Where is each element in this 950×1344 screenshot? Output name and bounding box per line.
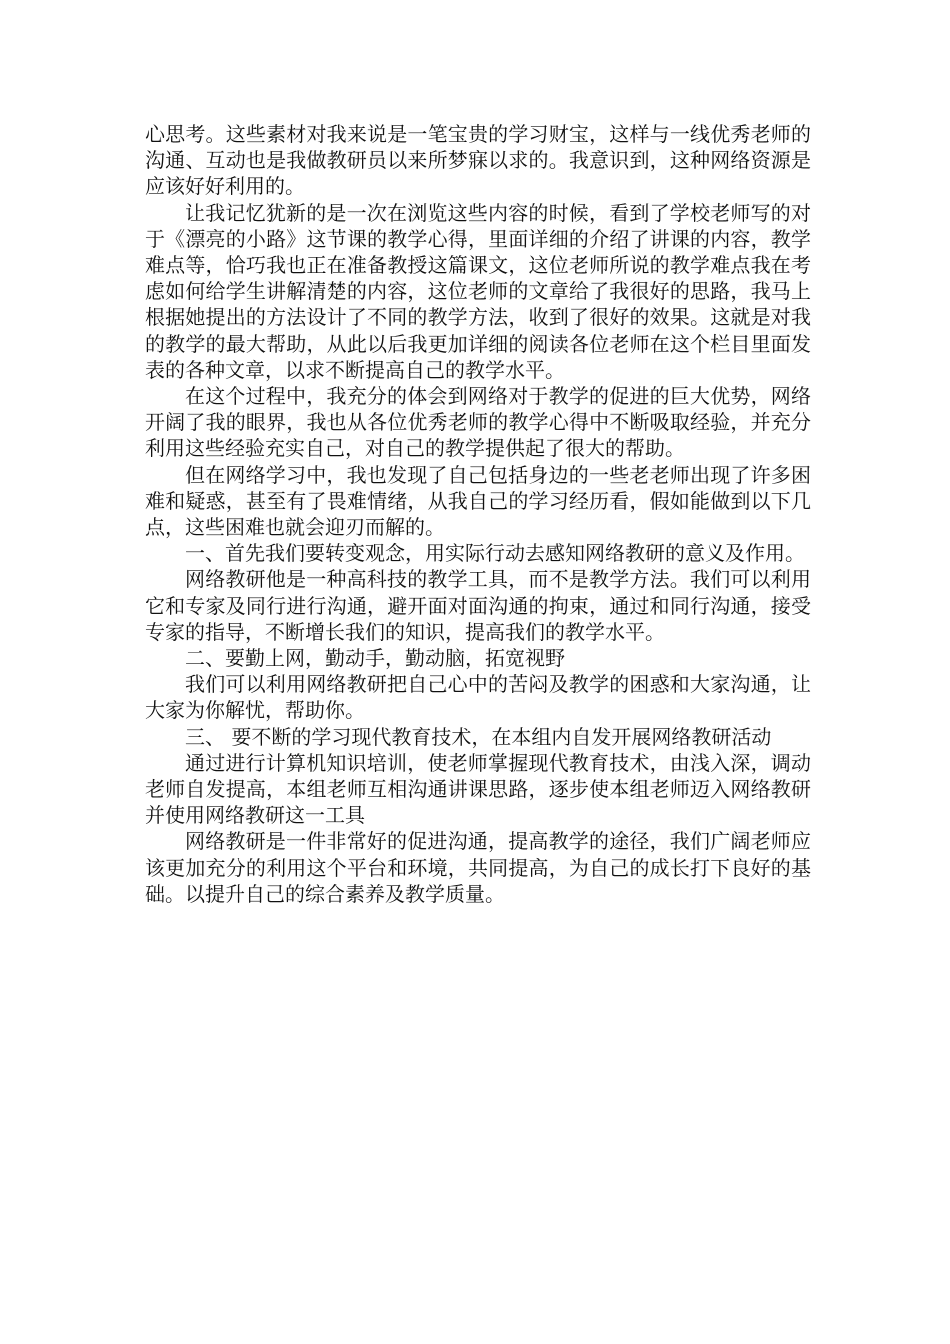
paragraph-3: 在这个过程中，我充分的体会到网络对于教学的促进的巨大优势，网络开阔了我的眼界，我也从各位优秀老师的教学心得中不断吸取经验，并充分利用这些经验充实自己，对自己的教学提供起了很大的帮助。 — [145, 384, 811, 461]
paragraph-4: 但在网络学习中，我也发现了自己包括身边的一些老老师出现了许多困难和疑惑，甚至有了畏难情绪，从我自己的学习经历看，假如能做到以下几点，这些困难也就会迎刃而解的。 — [145, 462, 811, 540]
paragraph-6: 我们可以利用网络教研把自己心中的苦闷及教学的困惑和大家沟通，让大家为你解忧，帮助你。 — [145, 672, 811, 723]
paragraph-8: 网络教研是一件非常好的促进沟通，提高教学的途径，我们广阔老师应该更加充分的利用这个平台和环境，共同提高，为自己的成长打下良好的基础。以提升自己的综合素养及教学质量。 — [145, 829, 811, 906]
paragraph-2: 让我记忆犹新的是一次在浏览这些内容的时候，看到了学校老师写的对于《漂亮的小路》这节课的教学心得，里面详细的介绍了讲课的内容，教学难点等，恰巧我也正在准备教授这篇课文，这位老师所说的教学难点我在考虑如何给学生讲解清楚的内容，这位老师的文章给了我很好的思路，我马上根据她提出的方法设计了不同的教学方法，收到了很好的效果。这就是对我的教学的最大帮助，从此以后我更加详细的阅读各位老师在这个栏目里面发表的各种文章，以求不断提高自己的教学水平。 — [145, 200, 811, 382]
document-page — [145, 121, 811, 907]
section-heading-3: 三、 要不断的学习现代教育技术，在本组内自发开展网络教研活动 — [185, 724, 772, 749]
paragraph-1: 心思考。这些素材对我来说是一笔宝贵的学习财宝，这样与一线优秀老师的沟通、互动也是我做教研员以来所梦寐以求的。我意识到，这种网络资源是应该好好利用的。 — [145, 122, 811, 199]
section-heading-2: 二、要勤上网，勤动手，勤动脑，拓宽视野 — [185, 646, 565, 671]
paragraph-5: 网络教研他是一种高科技的教学工具，而不是教学方法。我们可以利用它和专家及同行进行沟通，避开面对面沟通的拘束，通过和同行沟通，接受专家的指导，不断增长我们的知识，提高我们的教学水平。 — [145, 567, 811, 644]
paragraph-7: 通过进行计算机知识培训，使老师掌握现代教育技术，由浅入深，调动老师自发提高，本组老师互相沟通讲课思路，逐步使本组老师迈入网络教研并使用网络教研这一工具 — [145, 750, 811, 828]
section-heading-1: 一、首先我们要转变观念，用实际行动去感知网络教研的意义及作用。 — [185, 541, 805, 566]
